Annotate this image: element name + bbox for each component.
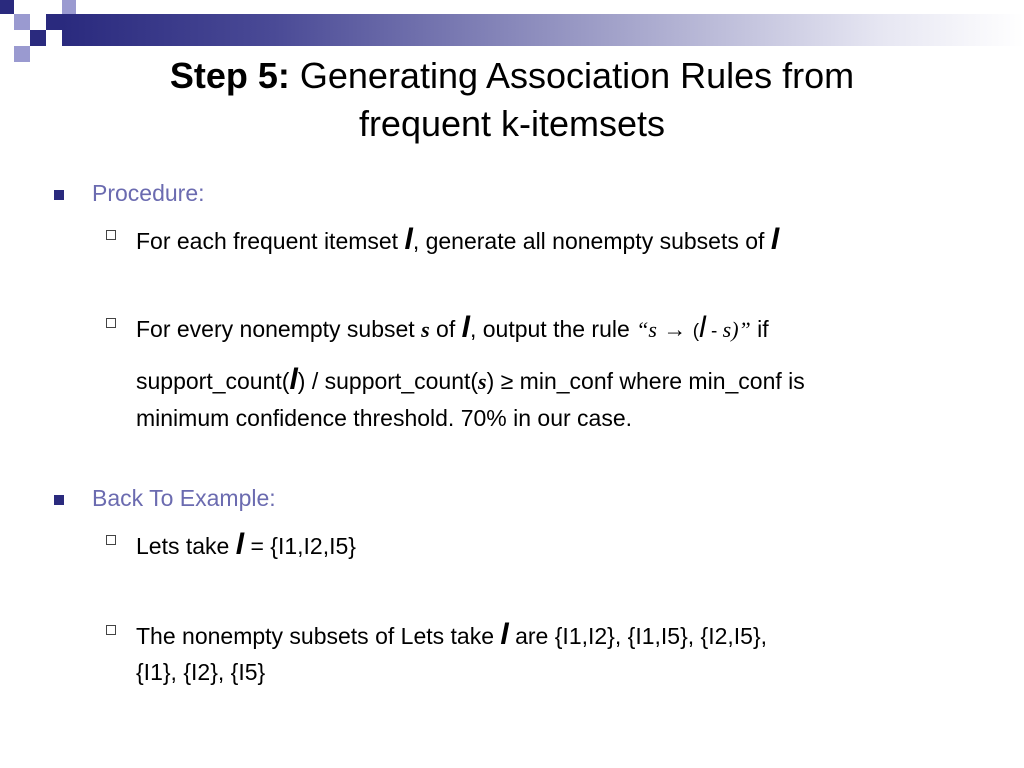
arrow-icon: → <box>656 316 693 342</box>
var-l: l <box>235 528 245 561</box>
header-gradient-band <box>62 14 1024 46</box>
var-l: l <box>500 618 509 651</box>
sub-bullet-text: Lets take l = {I1,I2,I5} <box>136 528 356 561</box>
var-l: l <box>461 311 470 344</box>
var-l: l <box>404 223 413 256</box>
decorative-square <box>62 0 76 14</box>
bullet-square-icon <box>54 190 64 200</box>
hollow-square-icon <box>106 535 116 545</box>
var-l: l <box>289 363 298 396</box>
title-line-1 <box>60 52 964 100</box>
text-line: For every nonempty subset s of l, output the rule “s → (l - s)” if <box>136 311 769 344</box>
title-step: Step 5: <box>169 55 290 96</box>
title-line-2: frequent k-itemsets <box>358 103 666 144</box>
section-heading: Back To Example: <box>92 485 276 511</box>
title-text: Generating Association Rules from <box>289 55 855 96</box>
hollow-square-icon <box>106 318 116 328</box>
text-line: The nonempty subsets of Lets take l are {I1,I2}, {I1,I5}, {I2,I5}, <box>136 618 768 651</box>
bullet-square-icon <box>54 495 64 505</box>
sub-bullet-text <box>136 310 805 436</box>
sub-bullet-text: For each frequent itemset l, generate all nonempty subsets of l <box>136 223 780 256</box>
decorative-square <box>30 14 46 30</box>
decorative-square <box>0 0 14 14</box>
hollow-square-icon <box>106 230 116 240</box>
text-line: {I1}, {I2}, {I5} <box>136 659 266 685</box>
var-s: s <box>478 369 487 394</box>
decorative-square <box>46 14 62 30</box>
var-l: l <box>770 223 780 256</box>
text-line: support_count(l) / support_count(s) ≥ min_conf where min_conf is <box>136 363 805 396</box>
hollow-square-icon <box>106 625 116 635</box>
text-line: minimum confidence threshold. 70% in our case. <box>136 405 633 431</box>
var-s: s <box>421 317 430 342</box>
rule-open: “s <box>636 317 657 342</box>
decorative-square <box>14 46 30 62</box>
var-l: l <box>699 311 706 344</box>
var-s: s <box>722 317 732 342</box>
sub-bullet-text <box>136 617 767 690</box>
slide-title <box>60 52 964 148</box>
decorative-square <box>14 14 30 30</box>
section-heading: Procedure: <box>92 180 205 206</box>
decorative-square <box>30 30 46 46</box>
